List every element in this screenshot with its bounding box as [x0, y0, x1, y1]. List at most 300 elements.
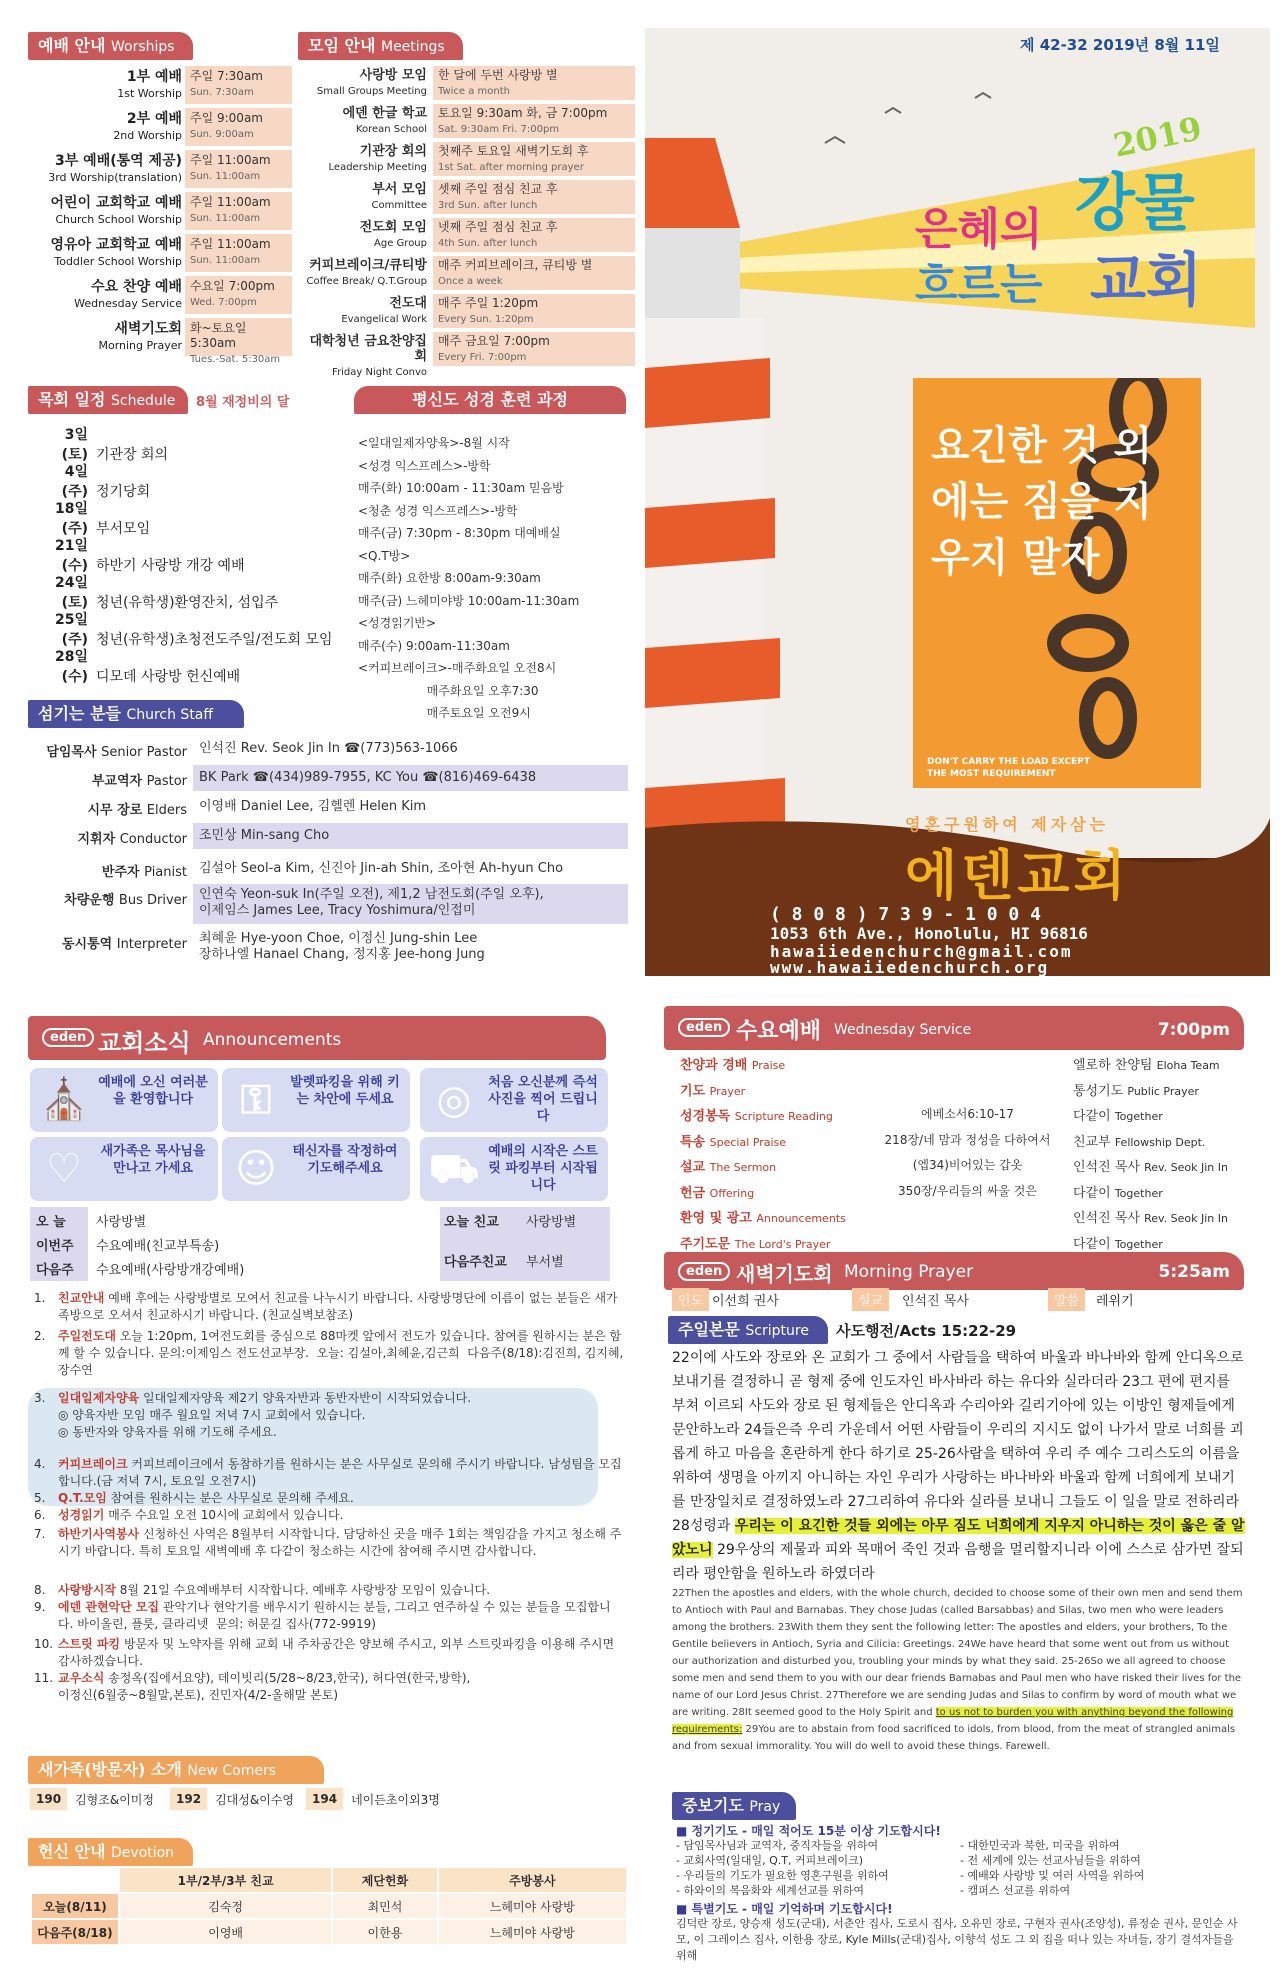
worship-row — [30, 66, 292, 106]
staff-row — [30, 736, 628, 764]
meeting-name-ko: 부서 모임 — [372, 182, 427, 197]
worship-time-en: Wed. 7:00pm — [190, 297, 257, 308]
meeting-label — [343, 106, 427, 137]
eden-logo: eden — [42, 1028, 94, 1047]
worship-row — [30, 234, 292, 274]
announce-title: 교회소식 — [98, 1029, 191, 1057]
staff-name: 이영배 Daniel Lee, 김헬렌 Helen Kim — [199, 799, 427, 814]
meeting-label — [341, 296, 427, 327]
morning-info — [672, 1288, 1242, 1310]
meeting-name-en: Evangelical Work — [341, 314, 427, 325]
schedule-item — [40, 461, 150, 501]
note-text: 참여를 원하시는 분은 사무실로 문의해 주세요. — [106, 1491, 354, 1505]
worship-name-ko: 어린이 교회학교 예배 — [50, 195, 182, 211]
wednesday-leader-en: Rev. Seok Jin In — [1144, 1212, 1228, 1225]
worship-label — [48, 153, 182, 186]
announce-card — [420, 1068, 608, 1132]
announce-card-text: 발렛파킹을 위해 키는 차안에 두세요 — [290, 1075, 400, 1107]
meeting-time — [433, 256, 635, 290]
note-number: 1. — [34, 1291, 46, 1305]
wednesday-leader-en: Together — [1114, 1110, 1163, 1123]
scripture-ko-text: 22이에 사도와 장로와 온 교회가 그 중에서 사람들을 택하여 바울과 바나바와 함께 안디옥으로 보내기를 결정하니 곧 형제 중에 인도자인 바사바라 하는 유다와 실라더라 23그 편에 편지를 부쳐 이르되 사도와 장로 된 형제들은 안디옥과 수리아와 길리기아에 있는 이방인 형제들에게 문안하노라 24들은즉 우리 가운데서 어떤 사람들이 우리의 지시도 없이 나가서 말로 너희를 괴롭게 하고 마음을 혼란하게 한다 하기로 25-26사람을 택하여 우리 주 예수 그리스도의 이름을 위하여 생명을 아끼지 아니하는 자인 우리가 사랑하는 바나바와 바울과 함께 너희에게 보내기를 만장일치로 결정하였노라 27그리하여 유다와 실라를 보내니 그들도 이 일을 말로 전하리라 28성령과 — [672, 1350, 1244, 1534]
wednesday-detail: 350장/우리들의 싸울 것은 — [898, 1183, 1037, 1198]
wednesday-part — [680, 1131, 786, 1150]
worship-name-ko: 1부 예배 — [126, 69, 182, 85]
worship-time-ko: 주일 11:00am — [190, 153, 271, 167]
wednesday-part-en: Offering — [709, 1186, 755, 1200]
pray-special-list: 김덕란 장로, 양승재 성도(군대), 서춘안 집사, 도로시 집사, 오유민 장로, 구현자 권사(조양성), 류정순 권사, 문인순 사모, 이 그레이스 집사, 이한용 장로, Kyle Mills(군대)집사, 이향석 성도 그 외 집을 떠나 있는 자녀들, 장기 결석자들을 위해 — [676, 1917, 1238, 1962]
worship-name-en: 2nd Worship — [113, 129, 182, 142]
devotion-cell: 이한용 — [332, 1919, 437, 1945]
meeting-row — [300, 104, 635, 140]
note-number: 8. — [34, 1583, 46, 1597]
wednesday-part — [680, 1156, 776, 1175]
theme-text-en: DON'T CARRY THE LOAD EXCEPT THE MOST REQUIREMENT — [927, 757, 1090, 779]
cover-title-3: 강물 — [1075, 166, 1195, 239]
wednesday-leader-ko: 엘로하 찬양팀 — [1073, 1058, 1153, 1073]
baby-icon: ☺ — [235, 1146, 277, 1192]
staff-value — [193, 794, 628, 820]
worship-header-ko: 예배 안내 — [38, 36, 106, 55]
staff-row — [30, 823, 628, 851]
wednesday-leader — [1073, 1131, 1205, 1150]
devotion-cell: 느헤미야 사랑방 — [438, 1893, 627, 1919]
schedule-date: 3일(토) — [61, 427, 88, 463]
worship-row — [30, 192, 292, 232]
worship-name-en: 1st Worship — [117, 87, 182, 100]
meetings-header-en: Meetings — [380, 39, 445, 55]
worship-label — [113, 111, 182, 144]
announce-note — [34, 1490, 624, 1507]
note-keyword: 교우소식 — [58, 1671, 105, 1685]
pray-header — [672, 1792, 796, 1820]
devotion-cell: 느헤미야 사랑방 — [438, 1919, 627, 1945]
meeting-name-en: Leadership Meeting — [328, 162, 427, 173]
scripture-en-text: 22Then the apostles and elders, with the whole church, decided to choose some of their own men and send them to Antioch with Paul and Barnabas. They chose Judas (called Barsabbas) and Silas, two men who were leaders among the brothers. 23With them they sent the following letter: The apostles and elders, your brothers, To the Gentile believers in Antioch, Syria and Cilicia: Greetings. 24We have heard that some went out from us without our authorization and disturbed you, troubling your minds by what they said. 25-26So we all agreed to choose some men and send them to you with our dear friends Barnabas and Paul men who have risked their lives for the name of our Lord Jesus Christ. 27Therefore we are sending Judas and Silas to confirm by word of mouth what we are writing. 28It seemed good to the Holy Spirit and — [672, 1588, 1243, 1718]
worship-time-ko: 주일 11:00am — [190, 195, 271, 209]
worship-row — [30, 318, 292, 365]
staff-name: 인연숙 Yeon-suk In(주일 오전), 제1,2 남전도회(주일 오후), — [199, 887, 544, 902]
schedule-item — [40, 424, 168, 464]
newcomers-header-ko: 새가족(방문자) 소개 — [38, 1760, 182, 1779]
worship-name-en: Church School Worship — [55, 213, 182, 226]
worship-time — [185, 66, 292, 104]
worship-time-en: Sun. 7:30am — [190, 87, 254, 98]
devotion-header-en: Devotion — [110, 1845, 175, 1861]
theme-text: 요긴한 것 외에는 짐을 지우지 말자 — [931, 423, 1153, 581]
worship-name-ko: 3부 예배(통역 제공) — [55, 153, 182, 169]
announce-card — [30, 1068, 218, 1132]
wednesday-part-en: Prayer — [709, 1084, 746, 1098]
wednesday-title: 수요예배 — [736, 1019, 822, 1044]
wednesday-leader — [1073, 1207, 1228, 1226]
wednesday-part-en: Announcements — [756, 1212, 846, 1225]
meeting-row — [300, 142, 635, 178]
note-text: 예배 후에는 사랑방별로 모여서 친교를 나누시기 바랍니다. 사랑방명단에 이름이 없는 분들은 새가족방으로 오셔서 친교하시기 바랍니다. (친교실벽보참조) — [58, 1291, 618, 1322]
pray-line: - 캠퍼스 선교를 위하여 — [960, 1884, 1071, 1897]
staff-role — [30, 828, 187, 847]
meeting-time-ko: 매주 금요일 7:00pm — [438, 334, 550, 348]
announce-note — [34, 1526, 624, 1560]
note-text: 8월 21일 수요예배부터 시작합니다. 예배후 사랑방장 모임이 있습니다. — [115, 1583, 491, 1597]
wednesday-leader-en: Public Prayer — [1127, 1084, 1199, 1098]
newcomer-item — [170, 1786, 300, 1812]
meeting-label — [371, 182, 427, 213]
church-website[interactable]: www.hawaiiedenchurch.org — [770, 958, 1050, 976]
schedule-date: 4일(주) — [61, 464, 88, 500]
note-text: 매주 수요일 오전 10시에 교회에서 있습니다. — [104, 1508, 344, 1522]
staff-role-en: Conductor — [119, 832, 187, 847]
meeting-name-ko: 전도회 모임 — [359, 220, 427, 235]
note-number: 4. — [34, 1457, 46, 1471]
meeting-time-en: 3rd Sun. after lunch — [438, 200, 538, 211]
worship-time — [185, 318, 292, 365]
meeting-time — [433, 332, 635, 366]
note-keyword: 일대일제자양육 — [58, 1391, 140, 1405]
scripture-header — [668, 1316, 828, 1344]
morning-title-en: Morning Prayer — [844, 1262, 974, 1282]
schedule-header-en: Schedule — [110, 393, 176, 409]
thisweek-label: 이번주 — [36, 1239, 74, 1254]
devotion-col — [31, 1867, 119, 1893]
worship-time-ko: 주일 11:00am — [190, 237, 271, 251]
pray-line: - 하와이의 복음화와 세계선교를 위하여 — [676, 1884, 864, 1897]
key-icon: ⚿ — [240, 1077, 272, 1123]
schedule-text: 부서모임 — [96, 521, 151, 537]
wednesday-leader-ko: 다같이 — [1073, 1185, 1111, 1201]
note-keyword: 주일전도대 — [58, 1329, 116, 1343]
newcomer-name: 네이든초이외3명 — [351, 1792, 440, 1807]
staff-row — [30, 794, 628, 822]
wednesday-detail: 에베소서6:10-17 — [921, 1107, 1014, 1121]
devotion-col: 1부/2부/3부 친교 — [119, 1867, 332, 1893]
wednesday-part-ko: 기도 — [680, 1083, 706, 1099]
announce-header — [28, 1016, 606, 1060]
staff-value — [193, 765, 628, 791]
note-keyword: 친교안내 — [58, 1291, 105, 1305]
newcomer-name: 김대성&이수영 — [215, 1792, 294, 1807]
morning-word-label: 말씀 — [1048, 1288, 1085, 1311]
worship-time-en: Sun. 11:00am — [190, 171, 261, 182]
staff-role-en: Elders — [146, 803, 187, 818]
training-header — [354, 386, 626, 414]
devotion-cell: 이영배 — [119, 1919, 332, 1945]
eden-logo: eden — [678, 1262, 730, 1281]
worship-name-ko: 수요 찬양 예배 — [91, 279, 182, 295]
scripture-header-ko: 주일본문 — [678, 1320, 740, 1339]
wednesday-title-en: Wednesday Service — [834, 1022, 972, 1038]
meeting-row — [300, 218, 635, 254]
staff-header — [28, 700, 244, 728]
scripture-ko-text-end: 29우상의 제물과 피와 목매어 죽인 것과 음행을 멀리할지니라 이에 스스로 삼가면 잘되리라 평안함을 원하노라 하였더라 — [672, 1542, 1244, 1582]
staff-role-en: Bus Driver — [118, 893, 187, 908]
meeting-name-en: Korean School — [355, 124, 427, 135]
announce-note — [34, 1328, 628, 1379]
camera-icon: ◎ — [436, 1077, 472, 1123]
eden-logo: eden — [678, 1018, 730, 1037]
church-phone: ( 8 0 8 ) 7 3 9 - 1 0 0 4 — [770, 904, 1041, 925]
meeting-label — [317, 68, 427, 99]
staff-role-ko: 담임목사 — [46, 745, 97, 760]
devotion-table — [30, 1866, 628, 1946]
wednesday-leader-en: Rev. Seok Jin In — [1144, 1161, 1228, 1174]
note-keyword: Q.T.모임 — [58, 1491, 107, 1505]
schedule-header-ko: 목회 일정 — [38, 390, 106, 409]
meeting-name-en: Coffee Break/ Q.T.Group — [306, 276, 427, 287]
staff-header-ko: 섬기는 분들 — [38, 704, 121, 723]
wednesday-time: 7:00pm — [1157, 1020, 1230, 1040]
schedule-text: 디모데 사랑방 헌신예배 — [96, 669, 241, 685]
meeting-time-ko: 셋째 주일 점심 친교 후 — [438, 182, 558, 196]
staff-role — [30, 770, 187, 789]
newcomer-number: 190 — [30, 1788, 67, 1810]
wednesday-part — [680, 1105, 833, 1124]
wednesday-leader-en: Together — [1114, 1237, 1163, 1251]
wednesday-leader-ko: 다같이 — [1073, 1236, 1111, 1252]
meeting-time-en: Twice a month — [438, 86, 511, 97]
worship-time-en: Tues.-Sat. 5:30am — [190, 354, 281, 365]
worship-name-en: Toddler School Worship — [54, 255, 182, 268]
announce-note — [34, 1582, 624, 1599]
meeting-time-en: 4th Sun. after lunch — [438, 238, 538, 249]
staff-role-ko: 차량운행 — [64, 893, 115, 908]
note-text: 송정옥(집에서요양), 데이빗리(5/28~8/23,한국), 허다연(한국,방학), 이정신(6월중~8월말,본토), 진민자(4/2-올해말 본토) — [58, 1671, 471, 1702]
worship-time-en: Sun. 11:00am — [190, 255, 261, 266]
nextweek-label: 다음주 — [36, 1263, 74, 1278]
meeting-time — [433, 294, 635, 328]
worship-time — [185, 108, 292, 146]
meeting-time-ko: 한 달에 두번 사랑방 별 — [438, 68, 558, 82]
morning-word-value: 레위기 — [1096, 1294, 1134, 1309]
staff-header-en: Church Staff — [126, 707, 214, 723]
schedule-text: 청년(유학생)환영잔치, 섬입주 — [96, 595, 279, 611]
worship-time — [185, 276, 292, 314]
note-keyword: 사랑방시작 — [58, 1583, 116, 1597]
wednesday-leader — [1073, 1156, 1228, 1175]
staff-role-ko: 동시통역 — [61, 937, 113, 952]
meeting-time-en: Every Fri. 7:00pm — [438, 352, 527, 363]
schedule-text: 정기당회 — [96, 484, 151, 500]
scripture-en-text-end: 29You are to abstain from food sacrificed to idols, from blood, from the meat of strangled animals and from sexual immorality. You will do well to avoid these things. Farewell. — [672, 1724, 1236, 1752]
meeting-time — [433, 66, 635, 100]
staff-role-en: Senior Pastor — [101, 745, 187, 760]
meeting-time-en: 1st Sat. after morning prayer — [438, 162, 584, 173]
note-text: 관악기나 현악기를 배우시기 원하시는 분들, 그리고 연주하실 수 있는 분들을 모집합니다. 바이올린, 플룻, 클라리넷 문의: 허문길 집사(772-9919) — [58, 1600, 611, 1631]
meeting-name-ko: 사랑방 모임 — [359, 68, 427, 83]
morning-lead-label: 인도 — [672, 1288, 709, 1311]
wednesday-leader-en: Together — [1114, 1186, 1163, 1200]
fellowship-label: 오늘 친교 — [444, 1215, 499, 1230]
pray-line: - 전 세계에 있는 선교사님들을 위하여 — [960, 1854, 1141, 1867]
schedule-text: 청년(유학생)초청전도주일/전도회 모임 — [96, 632, 333, 648]
wednesday-header — [664, 1006, 1244, 1050]
pray-header-en: Pray — [749, 1799, 781, 1815]
meeting-name-en: Age Group — [374, 238, 427, 249]
announce-title-en: Announcements — [203, 1030, 342, 1050]
wednesday-part-en: The Lord's Prayer — [734, 1237, 831, 1251]
scripture-en-highlight: to us not to burden you with anything beyond the following requirements: — [672, 1707, 1234, 1735]
meeting-name-ko: 대학청년 금요찬양집회 — [309, 334, 427, 364]
worship-time — [185, 192, 292, 230]
worship-name-ko: 영유아 교회학교 예배 — [50, 237, 182, 253]
cover-title-2: 흐르는 — [915, 259, 1043, 310]
meeting-time — [433, 180, 635, 214]
worship-time-en: Sun. 11:00am — [190, 213, 261, 224]
staff-value — [193, 856, 628, 882]
meeting-time-ko: 매주 주일 1:20pm — [438, 296, 539, 310]
worship-label — [98, 321, 182, 354]
meeting-time-en: Sat. 9:30am Fri. 7:00pm — [438, 124, 560, 135]
wednesday-part — [680, 1080, 745, 1099]
today-label: 오 늘 — [36, 1215, 66, 1230]
devotion-header-ko: 헌신 안내 — [38, 1842, 106, 1861]
staff-role — [30, 799, 187, 818]
announce-card — [420, 1137, 608, 1201]
meetings-header — [298, 32, 463, 60]
worship-name-en: Morning Prayer — [98, 339, 182, 352]
wednesday-part — [680, 1207, 846, 1226]
staff-value — [193, 736, 628, 762]
newcomer-number: 194 — [306, 1788, 343, 1810]
worship-label — [51, 237, 182, 270]
wednesday-part-en: Special Praise — [709, 1135, 787, 1149]
note-text: 방문자 및 노약자를 위해 교회 내 주차공간은 양보해 주시고, 외부 스트릿파킹을 이용해 주시면 감사하겠습니다. — [58, 1637, 618, 1668]
meeting-label — [307, 258, 427, 289]
schedule-header — [28, 386, 188, 414]
training-header-ko: 평신도 성경 훈련 과정 — [412, 390, 568, 409]
morning-preach-label: 설교 — [852, 1288, 889, 1311]
wednesday-item — [680, 1105, 1240, 1130]
meeting-time-ko: 넷째 주일 점심 친교 후 — [438, 220, 558, 234]
meeting-time-ko: 매주 커피브레이크, 큐티방 별 — [438, 258, 593, 272]
staff-row — [30, 856, 628, 884]
staff-name-2: 이제임스 James Lee, Tracy Yoshimura/인접미 — [199, 903, 476, 918]
church-address: 1053 6th Ave., Honolulu, HI 96816 — [770, 924, 1088, 943]
staff-name: 김설아 Seol-a Kim, 신진아 Jin-ah Shin, 조아현 Ah-hyun Cho — [199, 861, 564, 876]
wednesday-item — [680, 1080, 1240, 1105]
announce-card-text: 예배에 오신 여러분을 환영합니다 — [98, 1075, 208, 1107]
meeting-row — [300, 332, 635, 378]
meeting-label — [300, 334, 427, 380]
staff-role — [30, 933, 187, 952]
pray-special-title: ■ 특별기도 - 매일 기억하며 기도합시다! — [676, 1902, 893, 1916]
schedule-date: 28일(수) — [54, 649, 88, 685]
morning-title: 새벽기도회 — [736, 1262, 833, 1286]
staff-row — [30, 928, 628, 968]
newcomer-item — [30, 1786, 160, 1812]
meeting-time — [433, 104, 635, 138]
wednesday-item — [680, 1131, 1240, 1156]
staff-role-en: Pianist — [144, 865, 187, 880]
church-email[interactable]: hawaiiedenchurch@gmail.com — [770, 942, 1073, 961]
worship-label — [51, 195, 182, 228]
theme-panel — [913, 378, 1201, 788]
announce-card — [222, 1068, 410, 1132]
wednesday-part — [680, 1182, 754, 1201]
worship-name-ko: 2부 예배 — [126, 111, 182, 127]
wednesday-leader-ko: 인석진 목사 — [1073, 1160, 1140, 1175]
morning-preach-value: 인석진 목사 — [902, 1294, 969, 1309]
slogan: 영혼구원하여 제자삼는 — [905, 815, 1110, 834]
meeting-row — [300, 294, 635, 330]
worship-row — [30, 276, 292, 316]
devotion-col: 주방봉사 — [438, 1867, 627, 1893]
cover-title-4: 교회 — [1090, 246, 1203, 314]
wednesday-leader — [1073, 1233, 1163, 1252]
announce-note — [34, 1290, 624, 1324]
wednesday-leader-ko: 통성기도 — [1073, 1083, 1124, 1099]
wednesday-part-ko: 찬양과 경배 — [680, 1058, 748, 1073]
staff-value — [193, 884, 628, 924]
meeting-time-ko: 토요일 9:30am 화, 금 7:00pm — [438, 106, 608, 120]
schedule-item — [40, 535, 245, 575]
announce-card-text: 태신자를 작정하여 기도해주세요 — [292, 1144, 398, 1176]
note-number: 7. — [34, 1527, 46, 1541]
announce-note — [34, 1636, 624, 1670]
service-info-box — [30, 1207, 610, 1281]
worship-time — [185, 150, 292, 188]
newcomer-name: 김형조&이미정 — [75, 1792, 154, 1807]
worship-header-en: Worships — [110, 39, 175, 55]
schedule-item — [40, 609, 332, 649]
schedule-item — [40, 498, 150, 538]
staff-name: BK Park ☎(434)989-7955, KC You ☎(816)469-6438 — [199, 770, 537, 785]
wednesday-leader-ko: 친교부 — [1073, 1134, 1111, 1150]
wednesday-part-ko: 주기도문 — [680, 1236, 731, 1252]
nextweek-value: 수요예배(사랑방개강예배) — [96, 1263, 245, 1278]
wednesday-part-ko: 성경봉독 — [680, 1109, 731, 1124]
wednesday-item — [680, 1182, 1240, 1207]
staff-name: 인석진 Rev. Seok Jin In ☎(773)563-1066 — [199, 741, 458, 756]
worship-time-ko: 수요일 7:00pm — [190, 279, 275, 293]
announce-note — [34, 1599, 624, 1633]
morning-lead-value: 이선희 권사 — [712, 1294, 779, 1309]
wednesday-item — [680, 1207, 1240, 1232]
pray-header-ko: 중보기도 — [682, 1796, 744, 1815]
note-number: 10. — [34, 1637, 54, 1651]
devotion-row — [31, 1893, 627, 1919]
newcomers-header — [28, 1756, 324, 1784]
schedule-item — [40, 646, 240, 686]
staff-role-ko: 지휘자 — [77, 832, 116, 847]
meeting-time-en: Every Sun. 1:20pm — [438, 314, 534, 325]
car-icon: ⛟ — [428, 1146, 480, 1192]
worship-row — [30, 150, 292, 190]
note-number: 3. — [34, 1391, 46, 1405]
note-number: 6. — [34, 1508, 46, 1522]
cover-title-1: 은혜의 — [915, 204, 1043, 255]
staff-value — [193, 928, 628, 968]
schedule-item — [40, 572, 278, 612]
staff-row — [30, 884, 628, 924]
staff-name-2: 장하나엘 Hanael Chang, 정지홍 Jee-hong Jung — [199, 947, 485, 962]
worship-time-ko: 주일 7:30am — [190, 69, 263, 83]
scripture-ko-highlight: 우리는 이 요긴한 것들 외에는 아무 짐도 너희에게 지우지 아니하는 것이 옳은 줄 알았노니 — [672, 1518, 1245, 1558]
today-value: 사랑방별 — [96, 1215, 147, 1230]
scripture-korean — [672, 1346, 1246, 1586]
meeting-name-ko: 커피브레이크/큐티방 — [309, 258, 427, 273]
note-number: 9. — [34, 1600, 46, 1614]
cover-year: 2019 — [1110, 109, 1206, 165]
note-text: 신청하신 사역은 8월부터 시작합니다. 담당하신 곳을 매주 1회는 책임감을 가지고 청소해 주시기 바랍니다. 특히 토요일 새벽예배 후 다같이 청소하는 시간에 참여해 주시면 감사합니다. — [58, 1527, 622, 1558]
wednesday-part — [680, 1233, 830, 1252]
wednesday-leader-ko: 인석진 목사 — [1073, 1211, 1140, 1226]
meeting-name-ko: 에덴 한글 학교 — [342, 106, 427, 121]
staff-role — [30, 861, 187, 880]
wednesday-leader-ko: 다같이 — [1073, 1109, 1111, 1124]
wednesday-leader-en: Fellowship Dept. — [1114, 1135, 1206, 1149]
note-text: 오늘 1:20pm, 1여전도회를 중심으로 88마켓 앞에서 전도가 있습니다. 참여를 원하시는 분은 함께 할 수 있습니다. 문의:이제임스 전도선교부장. 오늘: 김설아,최혜윤,김근희 다음주(8/18):김진희, 김지혜, 장수연 — [58, 1329, 628, 1377]
